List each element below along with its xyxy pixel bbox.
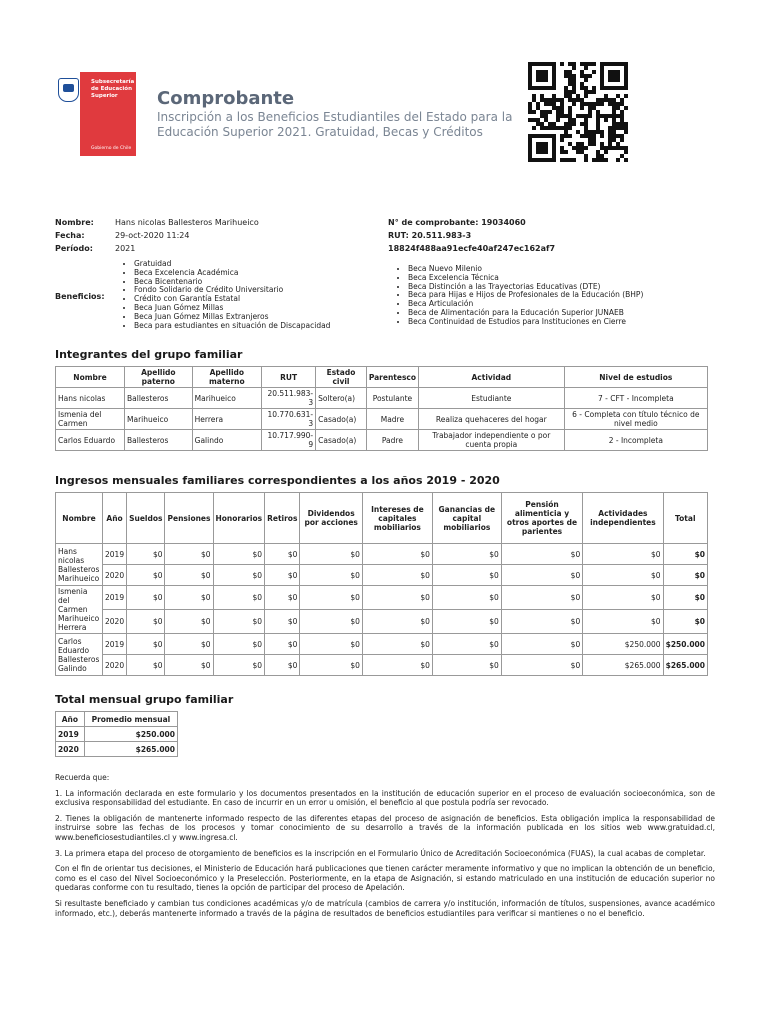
table-cell: $0 <box>165 586 213 610</box>
nombre-label: Nombre: <box>55 218 94 227</box>
beneficio-item: • Beca Nuevo Milenio <box>408 265 643 274</box>
table-cell: $0 <box>663 586 707 610</box>
table-cell: 2020 <box>56 742 85 757</box>
note-paragraph: Si resultaste beneficiado y cambian tus condiciones académicas y/o de matrícula (cambios de carrera y/o institución, información de títulos, suspensiones, avance académico informado, etc.), deberás mantenerte informado a través de la página de resultados de beneficios estudiantiles para verificar si mantienes o no el beneficio. <box>55 898 715 918</box>
table-cell: $0 <box>300 655 363 676</box>
table-header: Ganancias de capital mobiliarios <box>432 493 501 544</box>
beneficio-item: • Beca Juan Gómez Millas <box>134 304 330 313</box>
table-cell: $0 <box>432 586 501 610</box>
table-cell: $0 <box>265 586 300 610</box>
table-cell: $0 <box>265 634 300 655</box>
table-cell: $0 <box>501 634 582 655</box>
table-row <box>56 544 708 565</box>
table-cell: 2020 <box>103 610 127 634</box>
table-cell: $0 <box>362 586 432 610</box>
page-subtitle: Inscripción a los Beneficios Estudiantiles del Estado para la Educación Superior 2021. Gratuidad, Becas y Créditos <box>157 110 513 139</box>
table-cell: $0 <box>213 655 265 676</box>
table-cell: $0 <box>663 544 707 565</box>
table-cell: $0 <box>265 655 300 676</box>
table-cell: $250.000 <box>583 634 663 655</box>
table-cell: $0 <box>127 586 165 610</box>
table-row <box>56 742 178 757</box>
table-header: Apellido materno <box>192 367 261 388</box>
rut-value: RUT: 20.511.983-3 <box>388 231 472 240</box>
note-paragraph: 3. La primera etapa del proceso de otorgamiento de beneficios es la inscripción en el Formulario Único de Acreditación Socioeconómica (FUAS), la cual acabas de completar. <box>55 848 706 858</box>
table-cell: 2020 <box>103 655 127 676</box>
table-cell: $0 <box>583 565 663 586</box>
table-header: Sueldos <box>127 493 165 544</box>
table-cell: $0 <box>362 565 432 586</box>
table-cell: 2019 <box>103 634 127 655</box>
table-header: Año <box>103 493 127 544</box>
table-cell: $0 <box>165 655 213 676</box>
table-cell: $0 <box>165 544 213 565</box>
table-cell: Trabajador independiente o por cuenta propia <box>419 430 565 451</box>
table-row <box>56 565 708 586</box>
table-cell: $0 <box>127 544 165 565</box>
table-cell: $0 <box>501 610 582 634</box>
table-header: RUT <box>262 367 316 388</box>
table-row <box>56 388 708 409</box>
table-row <box>56 586 708 610</box>
table-cell: $0 <box>432 634 501 655</box>
table-cell: $0 <box>362 634 432 655</box>
fecha-value: 29-oct-2020 11:24 <box>115 231 190 240</box>
beneficio-item: • Beca Continuidad de Estudios para Instituciones en Cierre <box>408 318 643 327</box>
table-cell: $265.000 <box>583 655 663 676</box>
table-cell: Carlos Eduardo <box>56 430 125 451</box>
table-row <box>56 634 708 655</box>
table-cell: Casado(a) <box>316 430 367 451</box>
table-header: Actividades independientes <box>583 493 663 544</box>
page-title: Comprobante <box>157 88 295 109</box>
table-cell: $0 <box>127 634 165 655</box>
table-header: Dividendos por acciones <box>300 493 363 544</box>
beneficio-item: • Beca Excelencia Técnica <box>408 274 643 283</box>
table-cell: Realiza quehaceres del hogar <box>419 409 565 430</box>
table-header: Nombre <box>56 493 103 544</box>
table-cell: $0 <box>663 565 707 586</box>
table-cell: $0 <box>213 586 265 610</box>
table-cell: $0 <box>165 610 213 634</box>
table-cell: $250.000 <box>84 727 177 742</box>
table-cell: Hans nicolas <box>56 388 125 409</box>
ingresos-table <box>55 492 708 676</box>
table-cell: 2019 <box>56 727 85 742</box>
table-cell: 10.717.990-9 <box>262 430 316 451</box>
table-cell: $0 <box>501 544 582 565</box>
table-cell: $0 <box>432 655 501 676</box>
table-cell: Marihueico <box>125 409 193 430</box>
table-cell: $0 <box>501 586 582 610</box>
beneficio-item: • Beca Bicentenario <box>134 278 330 287</box>
table-cell: 2019 <box>103 544 127 565</box>
fecha-label: Fecha: <box>55 231 85 240</box>
notes-section <box>55 773 715 924</box>
person-name: Hans nicolas Ballesteros Marihueico <box>56 544 103 586</box>
table-cell: $0 <box>300 586 363 610</box>
beneficio-item: • Gratuidad <box>134 260 330 269</box>
beneficio-item: • Beca Excelencia Académica <box>134 269 330 278</box>
table-cell: 2 - Incompleta <box>564 430 707 451</box>
table-cell: $0 <box>127 565 165 586</box>
table-header: Actividad <box>419 367 565 388</box>
note-paragraph: 1. La información declarada en este formulario y los documentos presentados en la institución de educación superior en el proceso de evaluación socioeconómica, son de exclusiva responsabilidad del estudiante. En caso de incurrir en un error u omisión, el beneficio al que postula podría ser revocado. <box>55 788 715 808</box>
table-cell: $0 <box>165 565 213 586</box>
table-cell: Casado(a) <box>316 409 367 430</box>
table-cell: Ismenia del Carmen <box>56 409 125 430</box>
table-cell: 2019 <box>103 586 127 610</box>
periodo-value: 2021 <box>115 244 136 253</box>
table-cell: 6 - Completa con título técnico de nivel medio <box>564 409 707 430</box>
periodo-label: Período: <box>55 244 93 253</box>
table-cell: $0 <box>300 610 363 634</box>
person-name: Ismenia del Carmen Marihueico Herrera <box>56 586 103 634</box>
table-cell: $0 <box>213 565 265 586</box>
info-values <box>115 216 259 255</box>
table-header: Intereses de capitales mobiliarios <box>362 493 432 544</box>
table-cell: $0 <box>432 565 501 586</box>
table-cell: $0 <box>432 610 501 634</box>
table-cell: $0 <box>300 565 363 586</box>
table-cell: Madre <box>366 409 418 430</box>
table-cell: Herrera <box>192 409 261 430</box>
table-header: Pensiones <box>165 493 213 544</box>
table-cell: $0 <box>300 634 363 655</box>
table-header: Nombre <box>56 367 125 388</box>
nombre-value: Hans nicolas Ballesteros Marihueico <box>115 218 259 227</box>
table-cell: Estudiante <box>419 388 565 409</box>
total-heading: Total mensual grupo familiar <box>55 693 234 706</box>
table-cell: $0 <box>165 634 213 655</box>
table-cell: $0 <box>583 586 663 610</box>
table-cell: $0 <box>265 610 300 634</box>
table-cell: $265.000 <box>84 742 177 757</box>
qr-code-icon <box>528 62 628 162</box>
beneficio-item: • Crédito con Garantía Estatal <box>134 295 330 304</box>
total-table <box>55 711 178 757</box>
table-cell: $0 <box>213 610 265 634</box>
table-cell: $0 <box>501 655 582 676</box>
table-header: Estado civil <box>316 367 367 388</box>
beneficio-item: • Beca de Alimentación para la Educación Superior JUNAEB <box>408 309 643 318</box>
info-labels <box>55 216 94 255</box>
beneficio-item: • Beca Articulación <box>408 300 643 309</box>
ingresos-heading: Ingresos mensuales familiares correspondientes a los años 2019 - 2020 <box>55 474 500 487</box>
table-cell: $0 <box>213 544 265 565</box>
table-cell: 10.770.631-3 <box>262 409 316 430</box>
table-cell: $0 <box>362 610 432 634</box>
info-right <box>388 216 555 255</box>
person-name: Carlos Eduardo Ballesteros Galindo <box>56 634 103 676</box>
beneficio-item: • Fondo Solidario de Crédito Universitario <box>134 286 330 295</box>
table-cell: $0 <box>362 544 432 565</box>
table-cell: $0 <box>362 655 432 676</box>
table-row <box>56 655 708 676</box>
table-header: Honorarios <box>213 493 265 544</box>
beneficio-item: • Beca Distinción a las Trayectorias Educativas (DTE) <box>408 283 643 292</box>
table-row <box>56 610 708 634</box>
table-cell: 20.511.983-3 <box>262 388 316 409</box>
table-cell: Marihueico <box>192 388 261 409</box>
table-cell: $0 <box>583 610 663 634</box>
table-cell: Ballesteros <box>125 430 193 451</box>
table-row <box>56 727 178 742</box>
table-row <box>56 430 708 451</box>
familia-table <box>55 366 708 451</box>
logo-org-text: Subsecretaría de Educación Superior <box>91 79 135 99</box>
beneficios-right-list <box>394 265 643 327</box>
table-cell: $0 <box>583 544 663 565</box>
table-row <box>56 409 708 430</box>
note-paragraph: Con el fin de orientar tus decisiones, el Ministerio de Educación hará publicaciones que tienen carácter meramente informativo y que no implican la obtención de un beneficio, como es el caso del Nivel Socioeconómico y la Preselección. Posteriormente, en la etapa de Asignación, si estando matriculado en una institución de educación superior no quedaras conforme con tu resultado, tienes la opción de participar del proceso de Apelación. <box>55 864 715 893</box>
logo-gob-text: Gobierno de Chile <box>91 146 132 151</box>
table-cell: $0 <box>300 544 363 565</box>
table-header: Total <box>663 493 707 544</box>
familia-heading: Integrantes del grupo familiar <box>55 348 243 361</box>
table-cell: Padre <box>366 430 418 451</box>
gobierno-logo <box>55 72 136 156</box>
table-header: Año <box>56 712 85 727</box>
table-header: Pensión alimenticia y otros aportes de parientes <box>501 493 582 544</box>
table-cell: $0 <box>265 565 300 586</box>
table-cell: $265.000 <box>663 655 707 676</box>
table-header: Retiros <box>265 493 300 544</box>
comprobante-number: N° de comprobante: 19034060 <box>388 218 526 227</box>
table-header: Nivel de estudios <box>564 367 707 388</box>
table-cell: $0 <box>663 610 707 634</box>
table-cell: Soltero(a) <box>316 388 367 409</box>
beneficio-item: • Beca para estudiantes en situación de Discapacidad <box>134 322 330 331</box>
table-header: Promedio mensual <box>84 712 177 727</box>
table-cell: $0 <box>432 544 501 565</box>
hash-value: 18824f488aa91ecfe40af247ec162af7 <box>388 244 556 253</box>
table-header: Parentesco <box>366 367 418 388</box>
beneficios-left-list <box>120 260 330 330</box>
table-cell: Postulante <box>366 388 418 409</box>
table-cell: Ballesteros <box>125 388 193 409</box>
table-cell: 7 - CFT - Incompleta <box>564 388 707 409</box>
beneficio-item: • Beca para Hijas e Hijos de Profesionales de la Educación (BHP) <box>408 291 643 300</box>
beneficio-item: • Beca Juan Gómez Millas Extranjeros <box>134 313 330 322</box>
table-cell: $0 <box>501 565 582 586</box>
table-cell: $0 <box>127 610 165 634</box>
table-cell: $250.000 <box>663 634 707 655</box>
beneficios-label: Beneficios: <box>55 292 105 301</box>
chile-shield-icon <box>58 78 79 102</box>
table-header: Apellido paterno <box>125 367 193 388</box>
note-paragraph: 2. Tienes la obligación de mantenerte informado respecto de las diferentes etapas del proceso de asignación de beneficios. Esta obligación implica la responsabilidad de instruirse sobre las fechas de los procesos y tomar conocimiento de su desarrollo a través de la información publicada en los sitios web www.gratuidad.cl, www.beneficiosestudiantiles.cl y www.ingresa.cl. <box>55 813 715 842</box>
table-cell: $0 <box>265 544 300 565</box>
table-cell: $0 <box>213 634 265 655</box>
table-cell: Galindo <box>192 430 261 451</box>
note-paragraph: Recuerda que: <box>55 773 110 782</box>
table-cell: $0 <box>127 655 165 676</box>
table-cell: 2020 <box>103 565 127 586</box>
